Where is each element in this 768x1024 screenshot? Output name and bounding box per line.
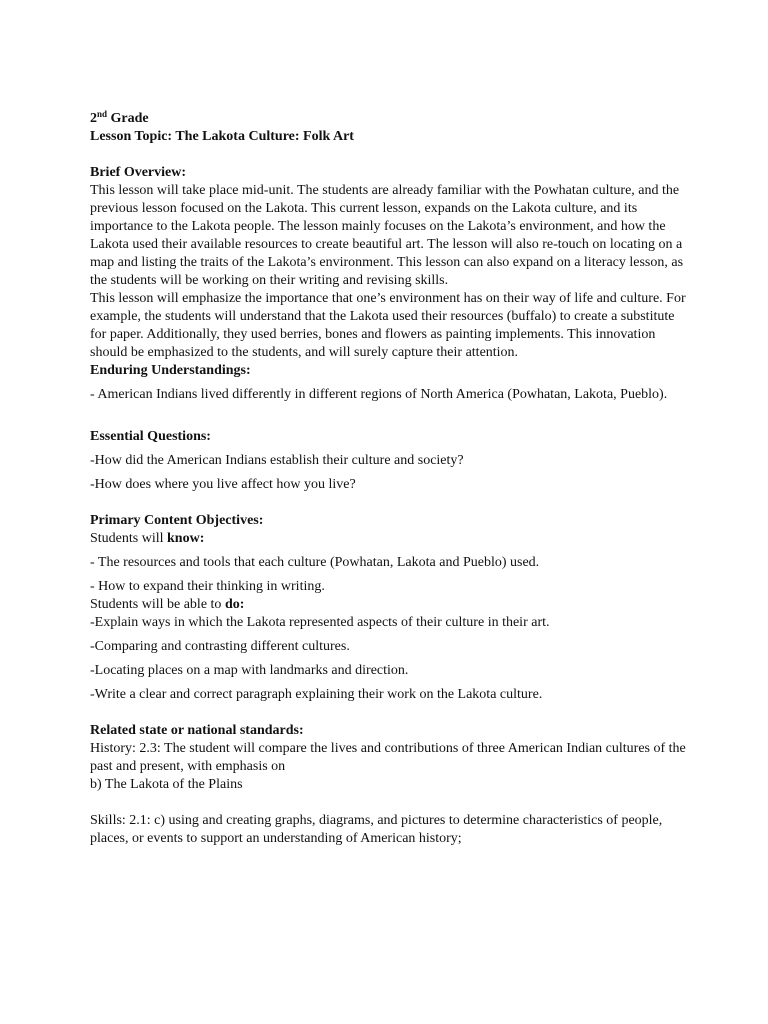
- do-item-4: -Write a clear and correct paragraph explaining their work on the Lakota culture.: [90, 687, 543, 702]
- standards-heading: Related state or national standards:: [90, 723, 304, 738]
- grade-suffix: nd: [97, 109, 108, 119]
- know-item-2: - How to expand their thinking in writing.: [90, 579, 325, 594]
- objectives-heading: Primary Content Objectives:: [90, 513, 264, 528]
- grade-number: 2: [90, 111, 97, 126]
- essential-question-1: -How did the American Indians establish their culture and society?: [90, 453, 464, 468]
- grade-line: [90, 110, 690, 128]
- know-prefix: Students will: [90, 531, 168, 546]
- do-line: [90, 596, 690, 614]
- know-line: [90, 530, 690, 548]
- overview-paragraph-2: This lesson will emphasize the importance that one’s environment has on their way of life and culture. For example, the students will understand that the Lakota used their resources (buffalo) to create a substitute for paper. Additionally, they used berries, bones and flowers as painting implements. This innovation should be emphasized to the students, and will surely capture their attention.: [90, 291, 686, 360]
- standards-skills: Skills: 2.1: c) using and creating graphs, diagrams, and pictures to determine characteristics of people, places, or events to support an understanding of American history;: [90, 813, 663, 846]
- standards-history-b: b) The Lakota of the Plains: [90, 777, 243, 792]
- enduring-item: - American Indians lived differently in different regions of North America (Powhatan, Lakota, Pueblo).: [90, 387, 668, 402]
- document-page: [90, 110, 690, 848]
- lesson-topic: Lesson Topic: The Lakota Culture: Folk Art: [90, 129, 354, 144]
- do-prefix: Students will be able to: [90, 597, 225, 612]
- essential-question-2: -How does where you live affect how you live?: [90, 477, 356, 492]
- do-word: do:: [224, 597, 245, 612]
- do-item-2: -Comparing and contrasting different cultures.: [90, 639, 350, 654]
- know-item-1: - The resources and tools that each culture (Powhatan, Lakota and Pueblo) used.: [90, 555, 540, 570]
- do-item-3: -Locating places on a map with landmarks and direction.: [90, 663, 409, 678]
- enduring-heading: Enduring Understandings:: [90, 363, 251, 378]
- know-word: know:: [167, 531, 205, 546]
- grade-word: Grade: [110, 111, 149, 126]
- do-item-1: -Explain ways in which the Lakota represented aspects of their culture in their art.: [90, 615, 550, 630]
- overview-paragraph-1: This lesson will take place mid-unit. The students are already familiar with the Powhatan culture, and the previous lesson focused on the Lakota. This current lesson, expands on the Lakota culture, and its importance to the Lakota people. The lesson mainly focuses on the Lakota’s environment, and how the Lakota used their available resources to create beautiful art. The lesson will also re-touch on locating on a map and listing the traits of the Lakota’s environment. This lesson can also expand on a literacy lesson, as the students will be working on their writing and revising skills.: [90, 183, 684, 288]
- overview-heading: Brief Overview:: [90, 165, 187, 180]
- standards-history: History: 2.3: The student will compare the lives and contributions of three American Indian cultures of the past and present, with emphasis on: [90, 741, 686, 774]
- essential-heading: Essential Questions:: [90, 429, 211, 444]
